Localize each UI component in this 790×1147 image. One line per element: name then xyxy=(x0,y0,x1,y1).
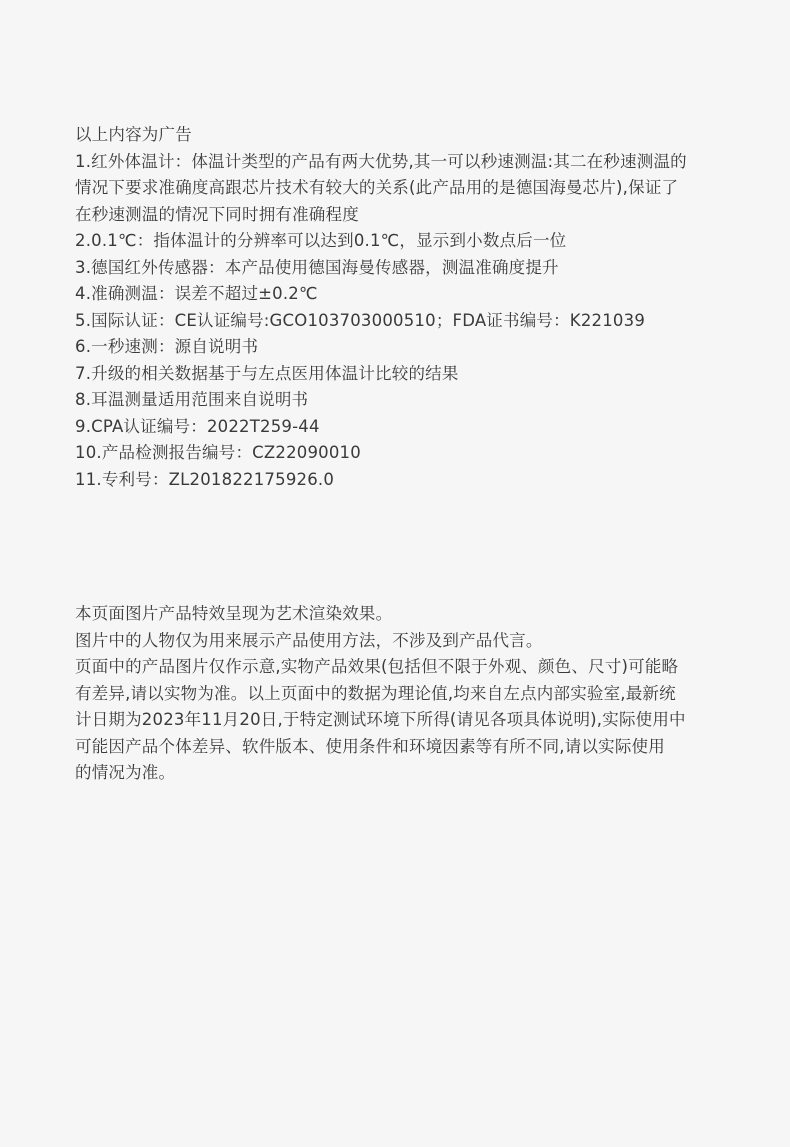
ad-item: 6.一秒速测：源自说明书 xyxy=(75,337,259,356)
ad-item: 8.耳温测量适用范围来自说明书 xyxy=(75,390,309,409)
ad-section xyxy=(75,122,755,493)
ad-item: 7.升级的相关数据基于与左点医用体温计比较的结果 xyxy=(75,363,459,383)
disclaimer-line: 本页面图片产品特效呈现为艺术渲染效果。 xyxy=(75,604,393,623)
ad-item: 9.CPA认证编号：2022T259-44 xyxy=(75,416,320,436)
ad-item: 5.国际认证：CE认证编号:GCO103703000510；FDA证书编号：K221039 xyxy=(75,310,646,330)
ad-item: 3.德国红外传感器：本产品使用德国海曼传感器，测温准确度提升 xyxy=(75,257,559,277)
ad-item: 情况下要求准确度高跟芯片技术有较大的关系(此产品用的是德国海曼芯片),保证了 xyxy=(75,178,679,197)
ad-heading: 以上内容为广告 xyxy=(75,125,192,144)
ad-item: 在秒速测温的情况下同时拥有准确程度 xyxy=(75,204,359,224)
disclaimer-line: 页面中的产品图片仅作示意,实物产品效果(包括但不限于外观、颜色、尺寸)可能略 xyxy=(75,657,679,676)
disclaimer-line: 的情况为准。 xyxy=(75,763,176,782)
disclaimer-section xyxy=(75,601,755,787)
disclaimer-line: 有差异,请以实物为准。以上页面中的数据为理论值,均来自左点内部实验室,最新统 xyxy=(75,683,676,703)
ad-item: 4.准确测温：误差不超过±0.2℃ xyxy=(75,284,318,303)
disclaimer-line: 图片中的人物仅为用来展示产品使用方法，不涉及到产品代言。 xyxy=(75,630,543,650)
ad-item: 10.产品检测报告编号：CZ22090010 xyxy=(75,443,361,462)
disclaimer-line: 计日期为2023年11月20日,于特定测试环境下所得(请见各项具体说明),实际使用中 xyxy=(75,710,686,729)
ad-item: 11.专利号：ZL201822175926.0 xyxy=(75,469,335,489)
ad-item: 1.红外体温计：体温计类型的产品有两大优势,其一可以秒速测温:其二在秒速测温的 xyxy=(75,151,687,171)
disclaimer-line: 可能因产品个体差异、软件版本、使用条件和环境因素等有所不同,请以实际使用 xyxy=(75,736,665,756)
ad-item: 2.0.1℃：指体温计的分辨率可以达到0.1℃，显示到小数点后一位 xyxy=(75,231,567,250)
